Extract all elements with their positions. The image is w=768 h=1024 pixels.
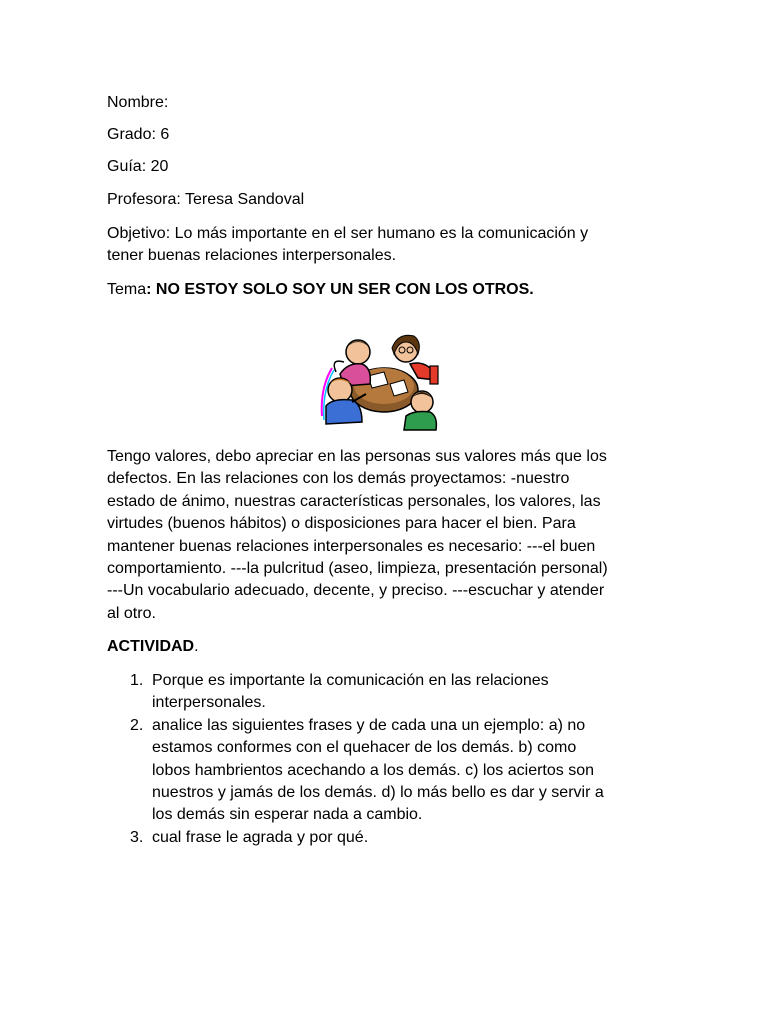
children-working-together-clipart <box>318 328 444 432</box>
body-line: al otro. <box>107 604 156 622</box>
actividad-title-suffix: . <box>194 638 199 655</box>
objetivo-line-2: tener buenas relaciones interpersonales. <box>107 247 397 264</box>
list-item-line: lobos hambrientos acechando a los demás. c) los aciertos son <box>152 761 595 779</box>
list-item-line: Porque es importante la comunicación en las relaciones <box>152 672 549 689</box>
list-item-number: 3. <box>130 828 144 846</box>
profesora-line: Profesora: Teresa Sandoval <box>107 191 305 208</box>
actividad-title: ACTIVIDAD <box>107 638 195 655</box>
body-paragraph <box>107 446 667 625</box>
body-line: virtudes (buenos hábitos) o disposiciones para hacer el bien. Para <box>107 515 576 533</box>
actividad-heading <box>107 636 199 658</box>
tema-heading <box>107 279 534 301</box>
body-line: ---Un vocabulario adecuado, decente, y preciso. ---escuchar y atender <box>107 582 605 600</box>
list-item <box>107 715 667 827</box>
objetivo-line-1: Objetivo: Lo más importante en el ser humano es la comunicación y <box>107 225 589 242</box>
list-item-line: nuestros y jamás de los demás. d) lo más bello es dar y servir a <box>152 784 604 802</box>
list-item-line: cual frase le agrada y por qué. <box>152 828 369 846</box>
list-item-number: 1. <box>130 672 144 689</box>
grado-line: Grado: 6 <box>107 126 170 143</box>
activity-list <box>107 670 667 849</box>
tema-text: : NO ESTOY SOLO SOY UN SER CON LOS OTROS. <box>146 281 534 298</box>
body-line: defectos. En las relaciones con los demás proyectamos: -nuestro <box>107 470 570 488</box>
body-line: mantener buenas relaciones interpersonales es necesario: ---el buen <box>107 537 596 555</box>
nombre-line: Nombre: <box>107 94 169 111</box>
list-item-number: 2. <box>130 716 144 734</box>
list-item <box>107 670 667 715</box>
list-item-line: estamos conformes con el quehacer de los demás. b) como <box>152 739 577 757</box>
body-line: estado de ánimo, nuestras características personales, los valores, las <box>107 492 601 510</box>
tema-label: Tema <box>107 281 147 298</box>
list-item-line: analice las siguientes frases y de cada una un ejemplo: a) no <box>152 716 586 734</box>
body-line: comportamiento. ---la pulcritud (aseo, limpieza, presentación personal) <box>107 560 608 578</box>
list-item-line: los demás sin esperar nada a cambio. <box>152 806 423 824</box>
list-item-line: interpersonales. <box>152 694 266 712</box>
body-line: Tengo valores, debo apreciar en las personas sus valores más que los <box>107 448 607 465</box>
guia-line: Guía: 20 <box>107 158 169 175</box>
list-item <box>107 827 667 849</box>
